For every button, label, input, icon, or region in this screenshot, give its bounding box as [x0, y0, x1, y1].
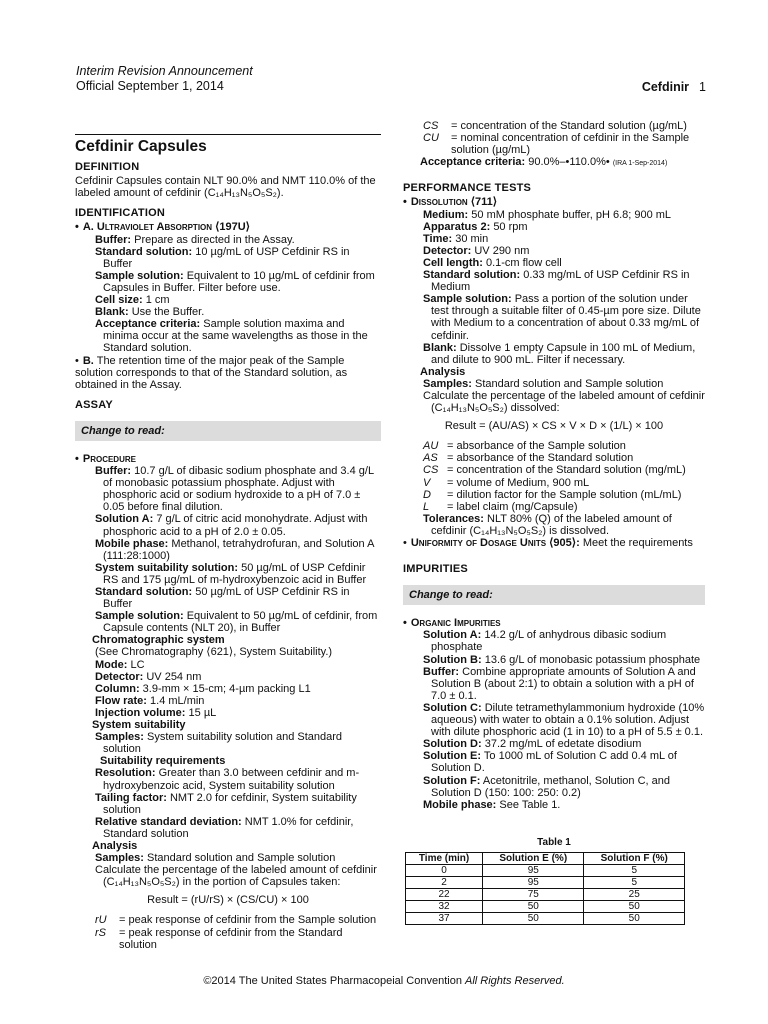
- procedure-label: • Procedure: [75, 453, 381, 465]
- diss-blank: Blank: Dissolve 1 empty Capsule in 100 mL of Medium, and dilute to 900 mL. Filter if necessary.: [423, 341, 696, 366]
- analysis: Analysis: [92, 839, 138, 852]
- table-cell: 2: [406, 876, 483, 888]
- footer-copyright: ©2014 The United States Pharmacopeial Convention: [203, 975, 462, 987]
- footer-rights: All Rights Reserved.: [465, 975, 565, 987]
- table-header: Time (min): [406, 852, 483, 864]
- diss-tolerances: Tolerances: NLT 80% (Q) of the labeled amount of cefdinir (C₁₄H₁₃N₅O₅S₂) is dissolved.: [423, 512, 672, 537]
- left-column: [75, 120, 381, 951]
- page-footer: [0, 975, 768, 987]
- detector: Detector: UV 254 nm: [95, 670, 202, 683]
- header-announcement: Interim Revision Announcement: [76, 64, 253, 78]
- table-header-row: [406, 852, 685, 864]
- table-cell: 32: [406, 900, 483, 912]
- id-a-standard: Standard solution: 10 µg/mL of USP Cefdinir RS in Buffer: [95, 245, 350, 270]
- assay-sample-solution: Sample solution: Equivalent to 50 µg/mL of cefdinir, from Capsule contents (NLT 20), in Buffer: [95, 610, 378, 635]
- id-a-label: • A. Ultraviolet Absorption ⟨197U⟩: [75, 221, 381, 233]
- table-cell: 37: [406, 912, 483, 924]
- table-cell: 50: [483, 900, 584, 912]
- table-cell: 25: [584, 888, 685, 900]
- table-cell: 0: [406, 864, 483, 876]
- table-cell: 50: [584, 912, 685, 924]
- analysis-samples: Samples: Standard solution and Sample solution: [95, 852, 336, 865]
- table-row: [406, 888, 685, 900]
- header-monograph-name: Cefdinir: [641, 80, 690, 94]
- table-cell: 95: [483, 864, 584, 876]
- table-header: Solution F (%): [584, 852, 685, 864]
- diss-analysis: Analysis: [420, 365, 466, 378]
- def-l: L = label claim (mg/Capsule): [423, 500, 578, 513]
- imp-solution-d: Solution D: 37.2 mg/mL of edetate disodium: [423, 738, 642, 751]
- monograph-title: Cefdinir Capsules: [75, 134, 381, 153]
- table-cell: 50: [483, 912, 584, 924]
- right-column: [403, 120, 705, 925]
- relative-standard-deviation: Relative standard deviation: NMT 1.0% for cefdinir, Standard solution: [95, 815, 354, 840]
- impurities-change-banner: Change to read:: [403, 585, 705, 605]
- organic-impurities-label: • Organic Impurities: [403, 617, 705, 629]
- table-row: [406, 876, 685, 888]
- analysis-calc: Calculate the percentage of the labeled amount of cefdinir (C₁₄H₁₃N₅O₅S₂) in the portion of Capsules taken:: [95, 864, 377, 889]
- def-ru: rU = peak response of cefdinir from the Sample solution: [95, 914, 377, 927]
- assay-formula: Result = (rU/rS) × (CS/CU) × 100: [147, 894, 309, 907]
- diss-detector: Detector: UV 290 nm: [423, 244, 530, 257]
- diss-medium: Medium: 50 mM phosphate buffer, pH 6.8; 900 mL: [423, 208, 672, 221]
- id-b: • B. The retention time of the major peak of the Sample solution corresponds to that of the Standard solution, as obtained in the Assay.: [75, 355, 381, 391]
- assay-standard-solution: Standard solution: 50 µg/mL of USP Cefdinir RS in Buffer: [95, 586, 350, 611]
- header-official-date: Official September 1, 2014: [76, 79, 224, 93]
- def-cs: CS = concentration of the Standard solution (µg/mL): [423, 120, 687, 132]
- id-a-buffer: Buffer: Prepare as directed in the Assay.: [95, 233, 295, 246]
- impurities-heading: IMPURITIES: [403, 563, 468, 576]
- table-cell: 50: [584, 900, 685, 912]
- performance-heading: PERFORMANCE TESTS: [403, 182, 532, 195]
- imp-solution-e: Solution E: To 1000 mL of Solution C add 0.4 mL of Solution D.: [423, 750, 677, 775]
- id-a-cell-size: Cell size: 1 cm: [95, 294, 170, 307]
- table-cell: 5: [584, 876, 685, 888]
- id-a-acceptance: Acceptance criteria: Sample solution maxima and minima occur at the same wavelengths as those in the Standard solution.: [95, 318, 368, 355]
- chromatographic-system: Chromatographic system: [92, 634, 225, 647]
- table-caption: Table 1: [537, 836, 571, 848]
- system-suitability: System suitability: [92, 719, 186, 732]
- gradient-table: [405, 852, 685, 925]
- resolution: Resolution: Greater than 3.0 between cefdinir and m-hydroxybenzoic acid, System suitability solution: [95, 767, 360, 792]
- imp-buffer: Buffer: Combine appropriate amounts of Solution A and Solution B (about 2:1) to obtain a solution with a pH of 7.0 ± 0.1.: [423, 665, 696, 702]
- table-header: Solution E (%): [483, 852, 584, 864]
- identification-heading: IDENTIFICATION: [75, 207, 165, 220]
- table-cell: 95: [483, 876, 584, 888]
- diss-formula: Result = (AU/AS) × CS × V × D × (1/L) × 100: [444, 420, 664, 433]
- diss-calc: Calculate the percentage of the labeled amount of cefdinir (C₁₄H₁₃N₅O₅S₂) dissolved:: [423, 389, 705, 415]
- imp-mobile-phase: Mobile phase: See Table 1.: [423, 798, 561, 811]
- definition-heading: DEFINITION: [75, 161, 140, 174]
- tailing-factor: Tailing factor: NMT 2.0 for cefdinir, System suitability solution: [95, 791, 357, 816]
- id-a-blank: Blank: Use the Buffer.: [95, 306, 205, 319]
- def-as: AS = absorbance of the Standard solution: [423, 452, 634, 465]
- header-monograph: [642, 80, 706, 95]
- imp-solution-a: Solution A: 14.2 g/L of anhydrous dibasic sodium phosphate: [423, 629, 667, 654]
- diss-apparatus: Apparatus 2: 50 rpm: [423, 220, 528, 233]
- diss-time: Time: 30 min: [423, 232, 489, 245]
- def-au: AU = absorbance of the Sample solution: [423, 440, 626, 453]
- id-a-sample: Sample solution: Equivalent to 10 µg/mL of cefdinir from Capsules in Buffer. Filter before use.: [95, 269, 375, 294]
- diss-cell-length: Cell length: 0.1-cm flow cell: [423, 256, 562, 269]
- chromatographic-ref: (See Chromatography ⟨621⟩, System Suitability.): [95, 646, 333, 659]
- def-cu: CU = nominal concentration of cefdinir in the Sample solution (µg/mL): [423, 132, 690, 157]
- table-row: [406, 864, 685, 876]
- def-rs: rS = peak response of cefdinir from the Standard solution: [95, 926, 343, 951]
- imp-solution-c: Solution C: Dilute tetramethylammonium hydroxide (10% aqueous) with water to obtain a 0.1% solution. Adjust with dilute phosphoric acid (1 in 10) to a pH of 5.5 ± 0.1.: [423, 701, 705, 739]
- assay-heading: ASSAY: [75, 398, 113, 411]
- def-v: V = volume of Medium, 900 mL: [423, 476, 590, 489]
- injection-volume: Injection volume: 15 µL: [95, 706, 217, 719]
- definition-text: Cefdinir Capsules contain NLT 90.0% and NMT 110.0% of the labeled amount of cefdinir (C₁₄H₁₃N₅O₅S₂).: [75, 175, 376, 200]
- def-d: D = dilution factor for the Sample solution (mL/mL): [423, 488, 682, 501]
- diss-samples: Samples: Standard solution and Sample solution: [423, 377, 664, 390]
- table-cell: 75: [483, 888, 584, 900]
- imp-solution-f: Solution F: Acetonitrile, methanol, Solution C, and Solution D (150: 100: 250: 0.2): [423, 774, 670, 799]
- assay-acceptance: Acceptance criteria: 90.0%–•110.0%• (IRA 1-Sep-2014): [420, 156, 668, 169]
- def-cs2: CS = concentration of the Standard solution (mg/mL): [423, 464, 686, 477]
- diss-standard: Standard solution: 0.33 mg/mL of USP Cefdinir RS in Medium: [423, 269, 690, 294]
- assay-system-suitability-solution: System suitability solution: 50 µg/mL of USP Cefdinir RS and 175 µg/mL of m-hydroxybenzoic acid in Buffer: [95, 561, 367, 586]
- assay-change-banner: Change to read:: [75, 421, 381, 441]
- header-page-number: 1: [699, 80, 706, 94]
- diss-sample: Sample solution: Pass a portion of the solution under test through a suitable filter of 0.45-µm pore size. Dilute with Medium to a concentration of about 0.33 mg/mL of cefdinir.: [423, 293, 701, 342]
- page-header: [76, 64, 706, 94]
- table-row: [406, 900, 685, 912]
- table-cell: 22: [406, 888, 483, 900]
- suitability-requirements: Suitability requirements: [100, 755, 226, 768]
- imp-solution-b: Solution B: 13.6 g/L of monobasic potassium phosphate: [423, 653, 701, 666]
- flow-rate: Flow rate: 1.4 mL/min: [95, 694, 205, 707]
- assay-buffer: Buffer: 10.7 g/L of dibasic sodium phosphate and 3.4 g/L of monobasic potassium phosphate. Adjust with phosphoric acid or sodium hydroxide to a pH of 7.0 ± 0.05 before final dilution.: [95, 465, 374, 514]
- uniformity: • Uniformity of Dosage Units ⟨905⟩: Meet the requirements: [403, 537, 705, 549]
- dissolution-label: • Dissolution ⟨711⟩: [403, 196, 705, 208]
- assay-solution-a: Solution A: 7 g/L of citric acid monohydrate. Adjust with phosphoric acid to a pH of 2.0 ± 0.05.: [95, 513, 368, 538]
- mode: Mode: LC: [95, 658, 145, 671]
- table-cell: 5: [584, 864, 685, 876]
- assay-mobile-phase: Mobile phase: Methanol, tetrahydrofuran, and Solution A (111:28:1000): [95, 537, 374, 562]
- table-row: [406, 912, 685, 924]
- column: Column: 3.9-mm × 15-cm; 4-µm packing L1: [95, 682, 311, 695]
- ss-samples: Samples: System suitability solution and Standard solution: [95, 731, 343, 756]
